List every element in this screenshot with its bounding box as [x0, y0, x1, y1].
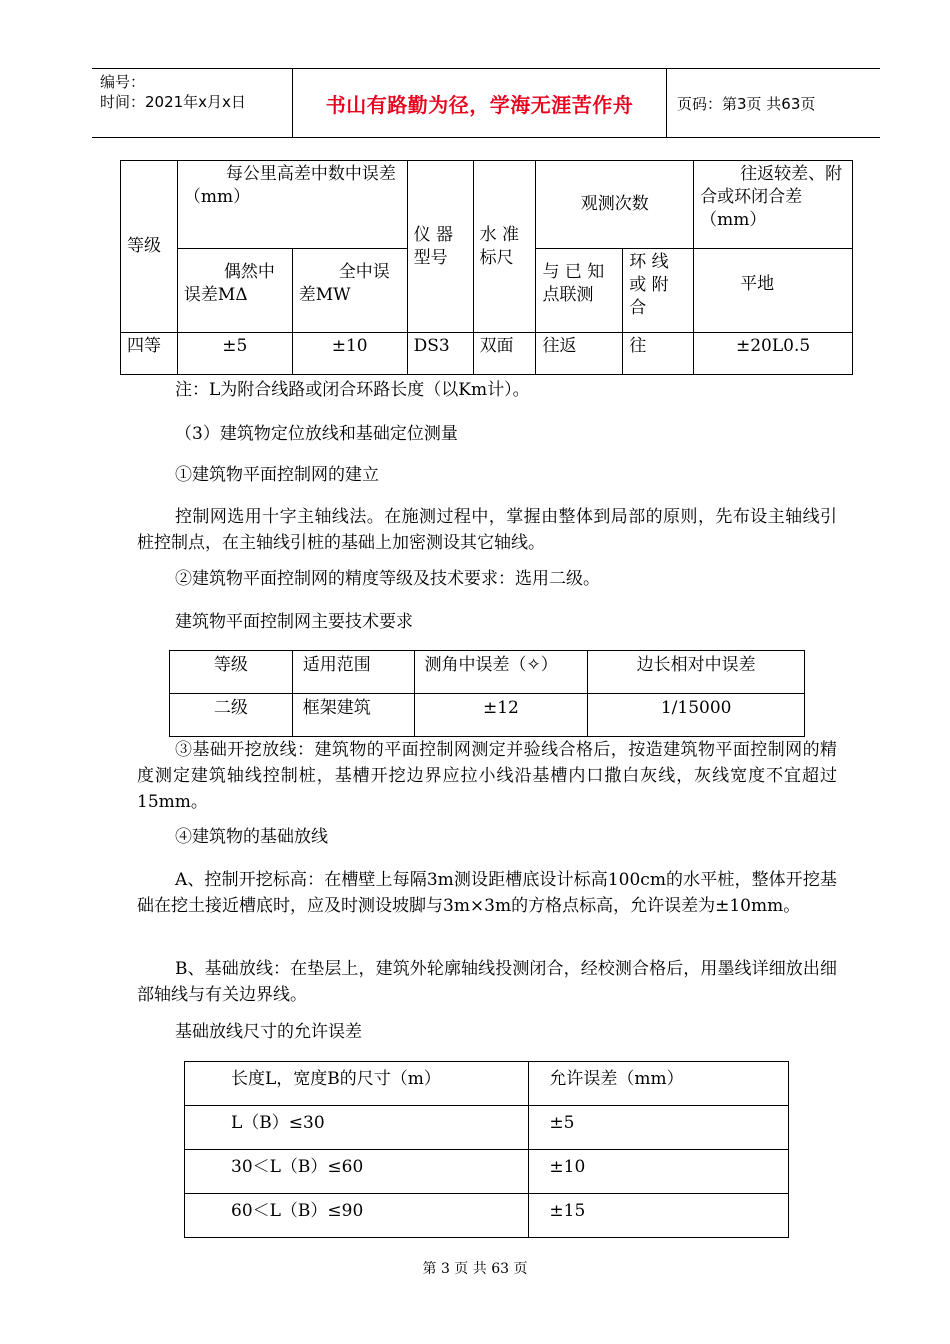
control-network-table — [169, 650, 805, 737]
header-observation-count: 观测次数 — [536, 161, 694, 249]
header-total-error: 全中误差MW — [292, 249, 407, 333]
table-cell: 四等 — [121, 333, 178, 375]
table-cell: ±10 — [292, 333, 407, 375]
table-cell: 往返 — [536, 333, 623, 375]
header-motto: 书山有路勤为径，学海无涯苦作舟 — [292, 69, 667, 137]
table-row — [170, 694, 805, 737]
section-heading: （3）建筑物定位放线和基础定位测量 — [175, 424, 458, 444]
leveling-accuracy-table — [120, 160, 853, 375]
table-header-cell: 允许误差（mm） — [529, 1062, 789, 1106]
table-row — [121, 333, 853, 375]
table-cell: 60＜L（B）≤90 — [185, 1194, 529, 1238]
header-known-point: 与 已 知 点联测 — [536, 249, 623, 333]
table-header-cell: 等级 — [170, 651, 293, 694]
page-footer: 第 3 页 共 63 页 — [422, 1261, 528, 1277]
header-random-error: 偶然中误差MΔ — [177, 249, 292, 333]
page-header — [92, 68, 880, 138]
item-heading: ①建筑物平面控制网的建立 — [175, 465, 379, 485]
table-cell: 30＜L（B）≤60 — [185, 1150, 529, 1194]
table-header-cell: 测角中误差（✧） — [414, 651, 588, 694]
paragraph: 控制网选用十字主轴线法。在施测过程中，掌握由整体到局部的原则，先布设主轴线引桩控制点，在主轴线引桩的基础上加密测设其它轴线。 — [137, 507, 837, 553]
table-cell: ±15 — [529, 1194, 789, 1238]
header-meta — [92, 69, 292, 137]
table-cell: ±12 — [414, 694, 588, 737]
table-cell: DS3 — [407, 333, 473, 375]
header-closure-error: 往返较差、附合或环闭合差（mm） — [694, 161, 853, 249]
table-cell: 往 — [623, 333, 694, 375]
paragraph: A、控制开挖标高：在槽壁上每隔3m测设距槽底设计标高100cm的水平桩，整体开挖基础在挖土接近槽底时，应及时测设坡脚与3m×3m的方格点标高，允许误差为±10mm。 — [137, 870, 837, 916]
table-cell: ±10 — [529, 1150, 789, 1194]
table-cell: ±5 — [529, 1106, 789, 1150]
header-error-group: 每公里高差中数中误差（mm） — [177, 161, 407, 249]
table-cell: ±5 — [177, 333, 292, 375]
table-header-row — [185, 1062, 789, 1106]
number-label: 编号： — [100, 73, 146, 91]
foundation-tolerance-table — [184, 1061, 789, 1238]
table-row — [185, 1194, 789, 1238]
header-grade: 等级 — [121, 161, 178, 333]
table-row — [185, 1150, 789, 1194]
table-row — [185, 1106, 789, 1150]
header-staff: 水 准 标尺 — [473, 161, 536, 333]
table-cell: 1/15000 — [588, 694, 805, 737]
table-title: 基础放线尺寸的允许误差 — [175, 1022, 362, 1042]
header-instrument: 仪 器 型号 — [407, 161, 473, 333]
table-cell: 二级 — [170, 694, 293, 737]
table-note: 注：L为附合线路或闭合环路长度（以Km计）。 — [175, 380, 530, 400]
table-header-cell: 适用范围 — [292, 651, 414, 694]
table-cell: 双面 — [473, 333, 536, 375]
table-header-cell: 长度L，宽度B的尺寸（m） — [185, 1062, 529, 1106]
header-loop: 环 线 或 附 合 — [623, 249, 694, 333]
table-cell: L（B）≤30 — [185, 1106, 529, 1150]
paragraph: B、基础放线：在垫层上，建筑外轮廓轴线投测闭合，经校测合格后，用墨线详细放出细部轴线与有关边界线。 — [137, 959, 837, 1005]
table-header-cell: 边长相对中误差 — [588, 651, 805, 694]
table-cell: 框架建筑 — [292, 694, 414, 737]
paragraph: ③基础开挖放线：建筑物的平面控制网测定并验线合格后，按造建筑物平面控制网的精度测定建筑轴线控制桩，基槽开挖边界应拉小线沿基槽内口撒白灰线，灰线宽度不宜超过15mm。 — [137, 740, 837, 812]
table-header-row — [170, 651, 805, 694]
header-page-number: 页码：第3页 共63页 — [677, 94, 816, 113]
item-heading: ④建筑物的基础放线 — [175, 827, 328, 847]
time-label: 时间：2021年x月x日 — [100, 93, 246, 111]
item-heading: ②建筑物平面控制网的精度等级及技术要求：选用二级。 — [175, 569, 600, 589]
header-flat: 平地 — [694, 249, 853, 333]
table-title: 建筑物平面控制网主要技术要求 — [175, 612, 413, 632]
table-cell: ±20L0.5 — [694, 333, 853, 375]
